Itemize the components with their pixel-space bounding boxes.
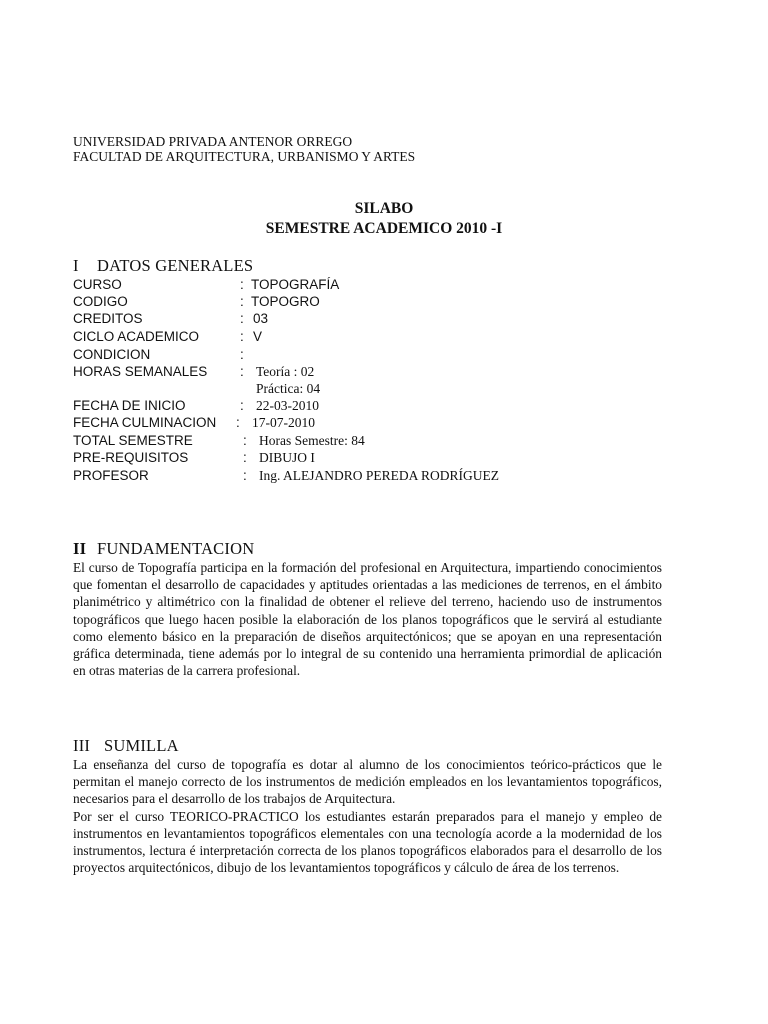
info-separator: : <box>243 468 247 483</box>
info-label: CURSO <box>73 277 122 292</box>
document-subtitle: SEMESTRE ACADEMICO 2010 -I <box>265 220 503 237</box>
paragraph-text: El curso de Topografía participa en la formación del profesional en Arquitectura, impartiendo conocimientos que fomentan el desarrollo de capacidades y aptitudes orientadas a las mediciones de terrenos, en el ámbito planimétrico y altimétrico con la finalidad de obtener el relieve del terreno, haciendo uso de instrumentos topográficos que luego hacen posible la elaboración de los planos topográficos que le servirá al estudiante como elemento básico en la preparación de diseños arquitectónicos; que se apoyan en una representación gráfica determinada, tiene además por lo integral de su contenido una herramienta primordial de aplicación en otras materias de la carrera profesional. <box>73 560 662 679</box>
institution-header <box>73 134 415 164</box>
info-separator: : <box>236 415 240 430</box>
info-value: 03 <box>253 311 269 326</box>
info-value: Horas Semestre: 84 <box>259 433 365 448</box>
university-name: UNIVERSIDAD PRIVADA ANTENOR ORREGO <box>73 134 353 149</box>
info-label: CODIGO <box>73 294 128 309</box>
info-value: Ing. ALEJANDRO PEREDA RODRÍGUEZ <box>259 468 500 483</box>
info-separator: : <box>240 277 244 292</box>
info-value: Teoría : 02 <box>256 364 315 379</box>
info-separator: : <box>240 311 244 326</box>
section-heading-datos-generales <box>73 256 253 276</box>
section-heading-fundamentacion <box>73 539 254 559</box>
info-label: FECHA DE INICIO <box>73 398 186 413</box>
fundamentacion-paragraph <box>73 559 662 679</box>
info-value: DIBUJO I <box>259 450 315 465</box>
info-separator: : <box>240 364 244 379</box>
info-separator: : <box>243 433 247 448</box>
section-title: SUMILLA <box>104 736 179 755</box>
info-label: PRE-REQUISITOS <box>73 450 189 465</box>
section-title: DATOS GENERALES <box>97 256 254 275</box>
info-label: CONDICION <box>73 347 151 362</box>
info-label: CREDITOS <box>73 311 143 326</box>
info-value: 17-07-2010 <box>252 415 315 430</box>
info-label: PROFESOR <box>73 468 149 483</box>
info-value: Práctica: 04 <box>256 381 321 396</box>
section-heading-sumilla <box>73 736 179 756</box>
section-number: I <box>73 256 79 275</box>
document-title: SILABO <box>354 200 414 217</box>
section-title: FUNDAMENTACION <box>97 539 255 558</box>
info-label: HORAS SEMANALES <box>73 364 208 379</box>
info-value: 22-03-2010 <box>256 398 319 413</box>
section-number: III <box>73 736 91 755</box>
info-label: TOTAL SEMESTRE <box>73 433 193 448</box>
info-label: CICLO ACADEMICO <box>73 329 200 344</box>
info-label: FECHA CULMINACION <box>73 415 217 430</box>
section-number: II <box>73 539 87 558</box>
info-value: V <box>253 329 263 344</box>
info-separator: : <box>240 294 244 309</box>
info-value: TOPOGRO <box>251 294 320 309</box>
faculty-name: FACULTAD DE ARQUITECTURA, URBANISMO Y ARTES <box>73 149 416 164</box>
paragraph-text: Por ser el curso TEORICO-PRACTICO los estudiantes estarán preparados para el manejo y empleo de instrumentos en levantamientos topográficos elementales con una tecnología acorde a la modernidad de los instrumentos, lectura é interpretación correcta de los planos topográficos elaborados para el desarrollo de los proyectos arquitectónicos, dibujo de los levantamientos topográficos y cálculo de área de los terrenos. <box>73 808 662 876</box>
info-separator: : <box>240 329 244 344</box>
info-separator: : <box>243 450 247 465</box>
sumilla-paragraphs <box>73 756 662 876</box>
info-value: TOPOGRAFÍA <box>251 277 340 292</box>
info-separator: : <box>240 347 244 362</box>
info-separator: : <box>240 398 244 413</box>
paragraph-text: La enseñanza del curso de topografía es dotar al alumno de los conocimientos teórico-prácticos que le permitan el manejo correcto de los instrumentos de medición empleados en los levantamientos topográficos, necesarios para el desarrollo de los trabajos de Arquitectura. <box>73 757 662 807</box>
